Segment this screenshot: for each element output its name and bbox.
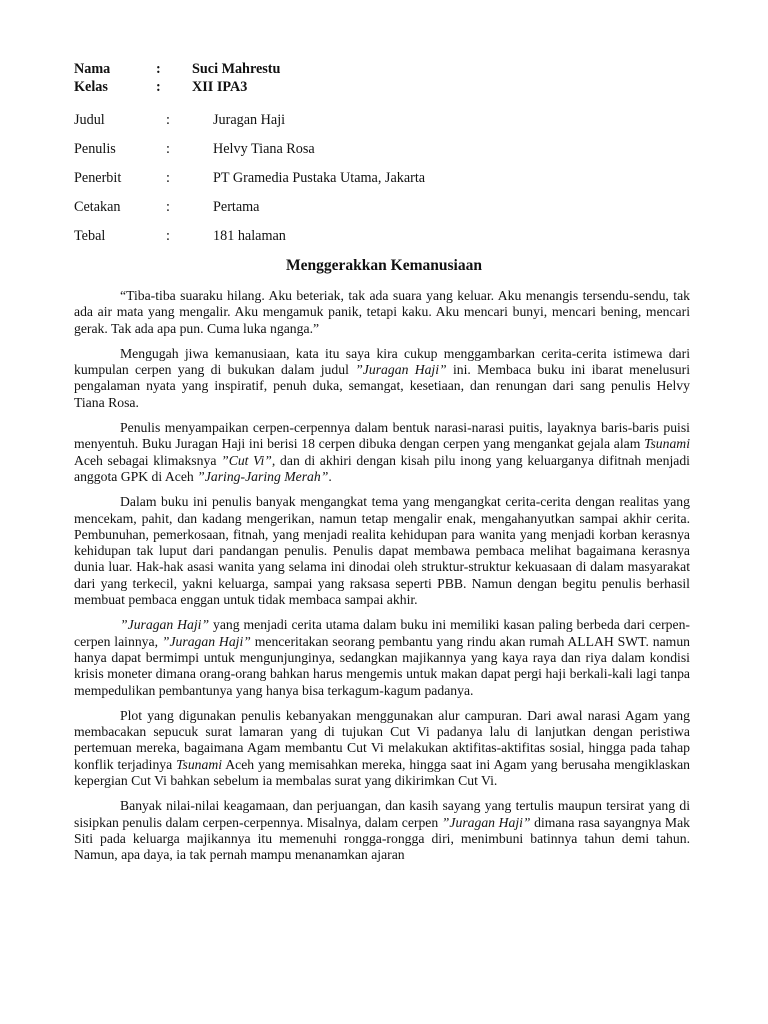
title-label: Judul bbox=[74, 112, 105, 128]
class-value: XII IPA3 bbox=[192, 79, 248, 95]
paragraph-2: Mengugah jiwa kemanusiaan, kata itu saya kira cukup menggambarkan cerita-cerita istimewa dari kumpulan cerpen yang di bukukan dalam judul ”Juragan Haji” ini. Membaca buku ini ibarat menelusuri pengalaman nyata yang inspiratif, penuh duka, semangat, kesetiaan, dan renungan dari sang penulis Helvy Tiana Rosa. bbox=[74, 345, 690, 410]
paragraph-6: Plot yang digunakan penulis kebanyakan menggunakan alur campuran. Dari awal narasi Agam yang membacakan sepucuk surat lamaran yang di tujukan Cut Vi padanya lalu di lanjutkan dengan peristiwa pertemuan mereka, bagaimana Agam membantu Cut Vi melakukan aktifitas-aktifitas sosial, hingga pada tahap konflik terjadinya Tsunami Aceh yang memisahkan mereka, hingga saat ini Agam yang berusaha mengiklaskan kepergian Cut Vi bahkan sebelum ia membalas surat yang dikirimkan Cut Vi. bbox=[74, 707, 690, 789]
title-value: Juragan Haji bbox=[213, 112, 286, 128]
name-colon: : bbox=[156, 61, 161, 77]
class-label: Kelas bbox=[74, 79, 108, 95]
review-body bbox=[74, 288, 690, 873]
publisher-value: PT Gramedia Pustaka Utama, Jakarta bbox=[213, 170, 426, 186]
paragraph-3: Penulis menyampaikan cerpen-cerpennya dalam bentuk narasi-narasi puitis, layaknya baris-baris puisi menyentuh. Buku Juragan Haji ini berisi 18 cerpen dibuka dengan cerpen yang mengankat gejala alam Tsunami Aceh sebagai klimaksnya ”Cut Vi”, dan di akhiri dengan kisah pilu inong yang keluarganya difitnah menjadi anggota GPK di Aceh ”Jaring-Jaring Merah”. bbox=[74, 420, 690, 484]
pages-value: 181 halaman bbox=[213, 228, 286, 244]
name-value: Suci Mahrestu bbox=[192, 61, 281, 77]
pages-label: Tebal bbox=[74, 228, 106, 244]
paragraph-1: “Tiba-tiba suaraku hilang. Aku beteriak, tak ada suara yang keluar. Aku menangis tersendu-sendu, tak ada air mata yang mengalir. Aku mengamuk panik, tetapi kaku. Aku mencari bunyi, mencari bening, mencari gerak. Tak ada apa pun. Cuma luka nganga.” bbox=[74, 288, 690, 336]
paragraph-5: ”Juragan Haji” yang menjadi cerita utama dalam buku ini memiliki kasan paling berbeda dari cerpen-cerpen lainnya, ”Juragan Haji” menceritakan seorang pembantu yang rindu akan rumah ALLAH SWT. namun hanya dapat bermimpi untuk mengunjunginya, sedangkan majikannya yang kaya raya dan riya dalam kondisi krisis moneter dimana orang-orang bahkan harus mengemis untuk makan dapat pergi haji berkali-kali lagi tanpa mempedulikan pembantunya yang hanya bisa terkagum-kagum padanya. bbox=[74, 617, 691, 698]
review-title: Menggerakkan Kemanusiaan bbox=[286, 257, 482, 274]
title-colon: : bbox=[166, 112, 170, 128]
paragraph-4: Dalam buku ini penulis banyak mengangkat tema yang mengangkat cerita-cerita dengan realitas yang mencekam, pahit, dan kadang mengerikan, namun tetap mengalir enak, mengahanyutkan sampai akhir cerita. Pembunuhan, pemerkosaan, fitnah, yang menjadi realita kehidupan para wanita yang menjadi korban kerasnya kehidupan tak luput dari pandangan penulis. Penulis dapat membawa pembaca melihat bagaimana kerasnya dunia luar. Hak-hak asasi wanita yang selama ini dinodai oleh struktur-struktur kekuasaan di dalam masyarakat dari yang terkecil, yakni keluarga, sampai yang raksasa seperti PBB. Namun dengan begitu penulis berhasil membuat pembaca enggan untuk tidak membaca sampai akhir. bbox=[74, 494, 690, 608]
class-colon: : bbox=[156, 79, 161, 95]
print-label: Cetakan bbox=[74, 199, 121, 215]
pages-colon: : bbox=[166, 228, 170, 244]
print-value: Pertama bbox=[213, 199, 260, 215]
author-colon: : bbox=[166, 141, 170, 157]
name-label: Nama bbox=[74, 61, 111, 77]
author-label: Penulis bbox=[74, 141, 116, 157]
publisher-colon: : bbox=[166, 170, 170, 186]
publisher-label: Penerbit bbox=[74, 170, 122, 186]
print-colon: : bbox=[166, 199, 170, 215]
paragraph-7: Banyak nilai-nilai keagamaan, dan perjuangan, dan kasih sayang yang tertulis maupun tersirat yang di sisipkan penulis dalam cerpen-cerpennya. Misalnya, dalam cerpen ”Juragan Haji” dimana rasa sayangnya Mak Siti pada keluarga majikannya itu memenuhi rongga-rongga diri, menimbuni batinnya tahun demi tahun. Namun, apa daya, ia tak pernah mampu menanamkan ajaran bbox=[74, 798, 691, 863]
author-value: Helvy Tiana Rosa bbox=[213, 141, 315, 157]
